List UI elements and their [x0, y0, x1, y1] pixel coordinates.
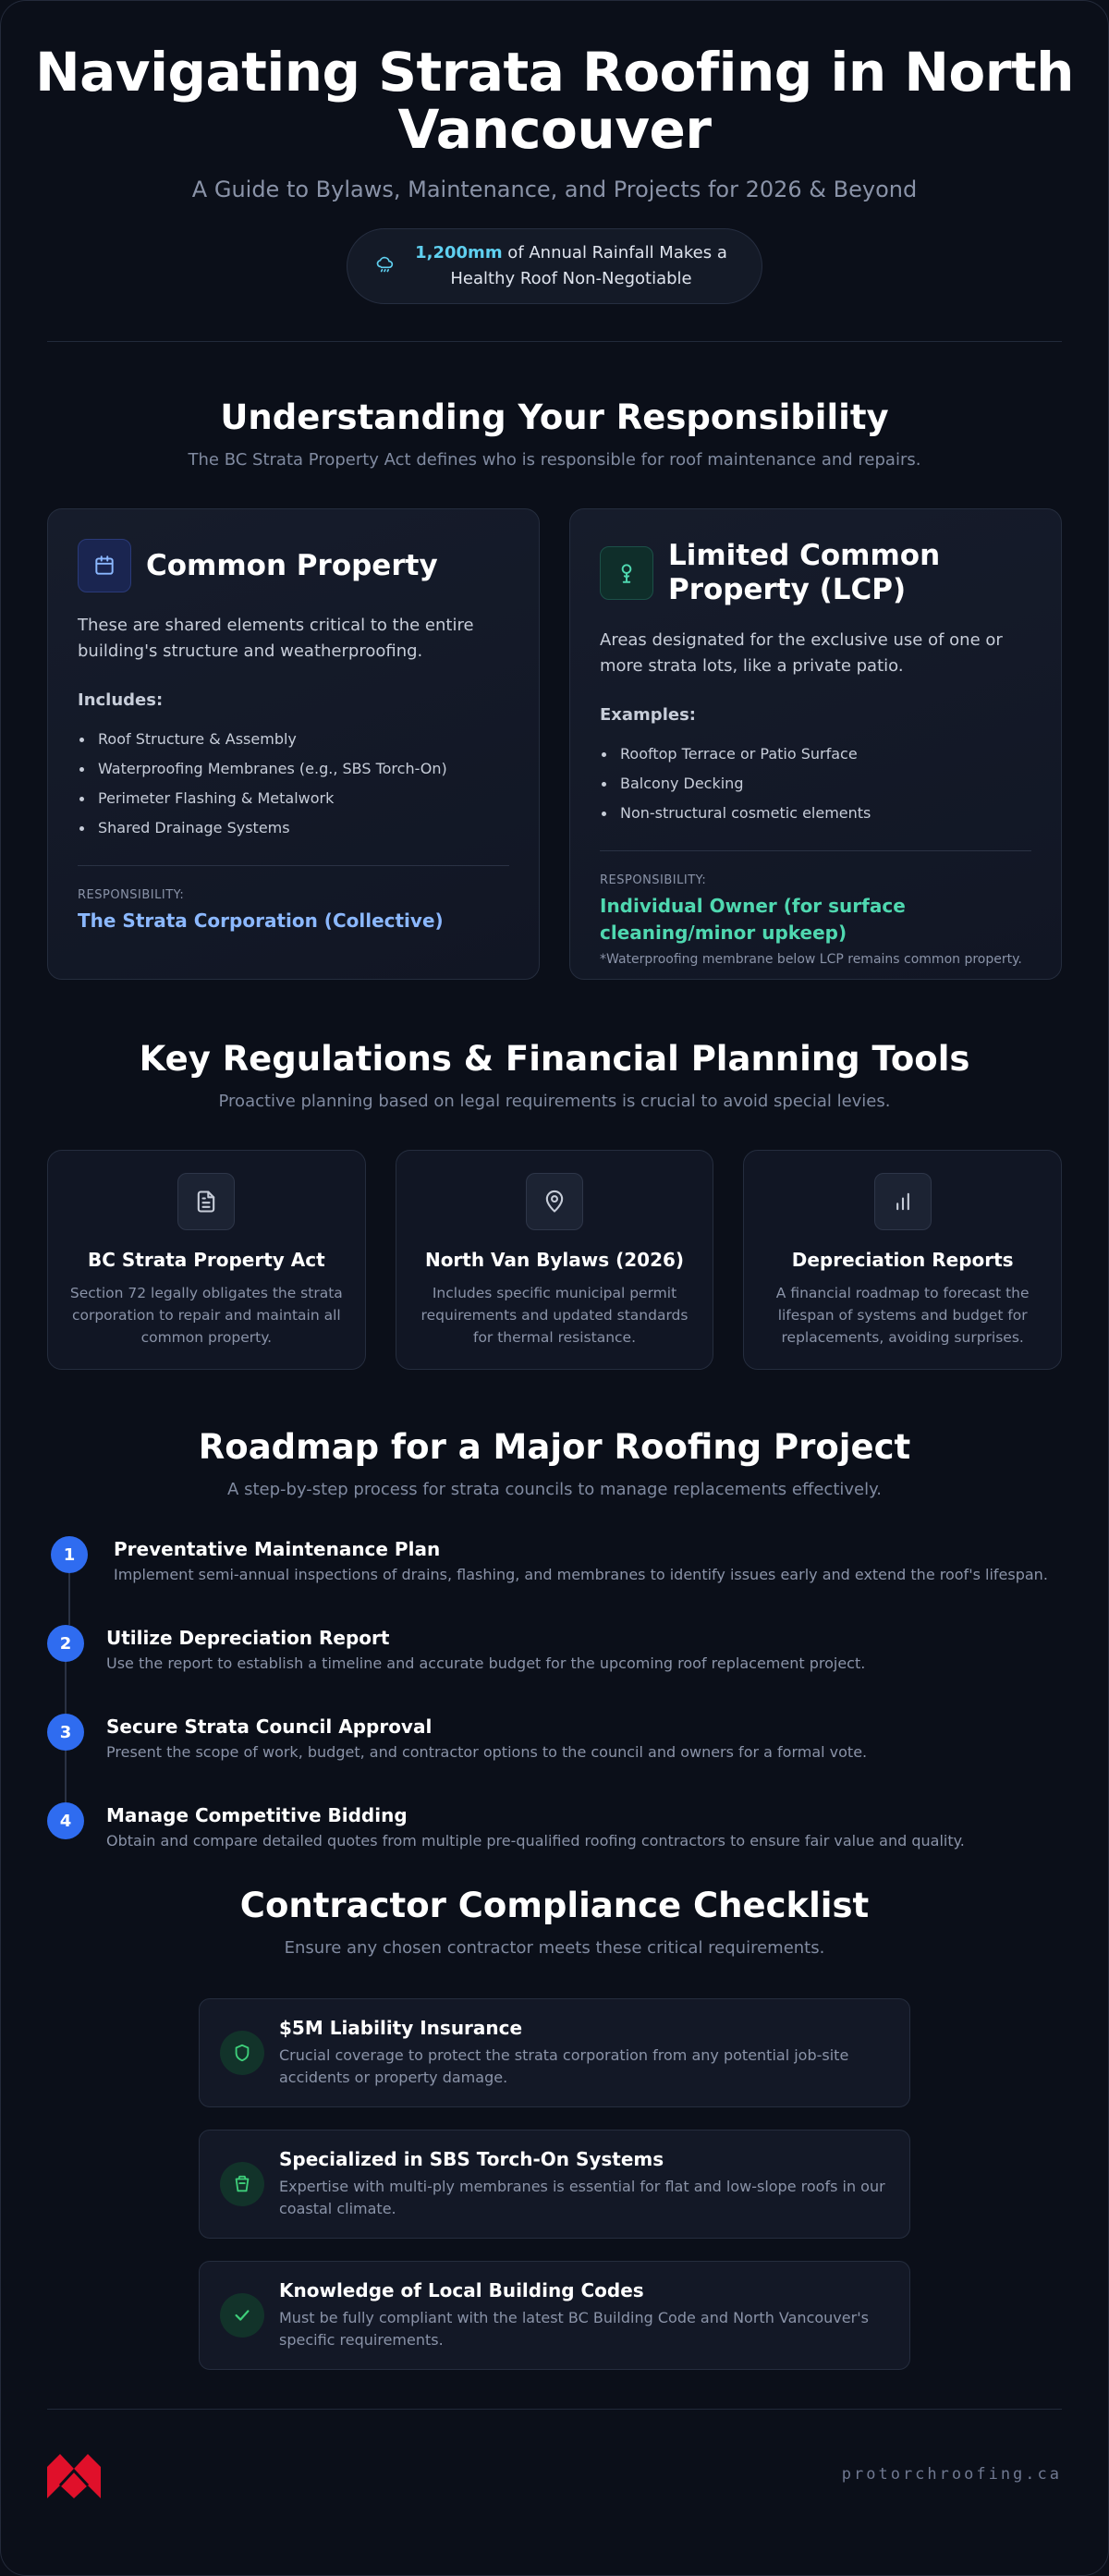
step-connector [65, 1751, 67, 1802]
footer [1, 2410, 1108, 2502]
step-description: Implement semi-annual inspections of drains, flashing, and membranes to identify issues early and extend the roof's lifespan. [114, 1566, 1048, 1583]
checklist-item-description: Expertise with multi-ply membranes is essential for flat and low-slope roofs in our coastal climate. [279, 2178, 885, 2217]
responsibility-label: RESPONSIBILITY: [600, 873, 707, 887]
step-description: Use the report to establish a timeline and accurate budget for the upcoming roof replacement project. [106, 1654, 866, 1672]
step-number: 4 [47, 1802, 84, 1839]
document-icon [177, 1173, 235, 1230]
step-title: Utilize Depreciation Report [106, 1627, 390, 1649]
page-title: Navigating Strata Roofing in North Vancouver [35, 41, 1074, 161]
card-list [78, 725, 509, 843]
card-title: Limited Common Property (LCP) [668, 539, 941, 606]
regulations-title: Key Regulations & Financial Planning Tools [139, 1039, 970, 1079]
rainfall-stat-text [408, 240, 734, 292]
check-icon [220, 2293, 264, 2338]
card-description: Areas designated for the exclusive use of one or more strata lots, like a private patio. [600, 630, 1003, 676]
checklist-item-title: $5M Liability Insurance [279, 2017, 523, 2039]
rainfall-stat-pill [347, 228, 762, 304]
cloud-rain-icon [375, 255, 394, 277]
list-item: Non-structural cosmetic elements [600, 799, 1031, 828]
card-title: Depreciation Reports [791, 1249, 1014, 1271]
step-description: Present the scope of work, budget, and contractor options to the council and owners for a formal vote. [106, 1743, 868, 1761]
roadmap-steps [47, 1536, 1062, 1891]
page-subtitle: A Guide to Bylaws, Maintenance, and Projects for 2026 & Beyond [191, 177, 918, 202]
responsibility-value: The Strata Corporation (Collective) [78, 910, 444, 932]
list-item: Balcony Decking [600, 769, 1031, 799]
list-item: Perimeter Flashing & Metalwork [78, 784, 509, 813]
rainfall-stat-highlight: 1,200mm [415, 243, 503, 262]
checklist-subtitle: Ensure any chosen contractor meets these critical requirements. [284, 1938, 825, 1958]
card-title: Common Property [146, 548, 438, 582]
step-connector [68, 1573, 70, 1625]
tree-icon [600, 546, 653, 600]
bar-chart-icon [874, 1173, 932, 1230]
card-description: A financial roadmap to forecast the lifespan of systems and budget for replacements, avoiding surprises. [775, 1285, 1030, 1346]
depreciation-card [743, 1150, 1062, 1370]
step-number: 1 [51, 1536, 88, 1573]
step-description: Obtain and compare detailed quotes from multiple pre-qualified roofing contractors to ensure fair value and quality. [106, 1832, 965, 1850]
roadmap-step [47, 1625, 1062, 1714]
card-divider [600, 850, 1031, 851]
lcp-footnote: *Waterproofing membrane below LCP remains common property. [600, 952, 1022, 967]
responsibility-label: RESPONSIBILITY: [78, 888, 185, 902]
strata-act-card [47, 1150, 366, 1370]
step-number: 2 [47, 1625, 84, 1662]
hero-divider [47, 341, 1062, 342]
roadmap-step [47, 1536, 1062, 1625]
bucket-icon [220, 2162, 264, 2206]
card-description: These are shared elements critical to the entire building's structure and weatherproofing. [78, 616, 474, 661]
responsibility-section [1, 397, 1108, 980]
step-connector [65, 1662, 67, 1714]
map-pin-icon [526, 1173, 583, 1230]
checklist-item [199, 2261, 910, 2370]
step-title: Preventative Maintenance Plan [114, 1538, 441, 1560]
bylaws-card [396, 1150, 714, 1370]
checklist-section [1, 1886, 1108, 2370]
shield-icon [220, 2031, 264, 2075]
brand-logo-icon [47, 2447, 101, 2502]
checklist-item-title: Specialized in SBS Torch-On Systems [279, 2148, 664, 2170]
card-list [600, 739, 1031, 828]
roadmap-step [47, 1714, 1062, 1802]
responsibility-subtitle: The BC Strata Property Act defines who is responsible for roof maintenance and repairs. [188, 450, 921, 470]
card-title: BC Strata Property Act [87, 1249, 325, 1271]
common-property-card [47, 508, 540, 980]
checklist-items [199, 1998, 910, 2370]
card-description: Includes specific municipal permit requirements and updated standards for thermal resistance. [420, 1285, 689, 1346]
responsibility-title: Understanding Your Responsibility [220, 397, 889, 437]
regulations-subtitle: Proactive planning based on legal requirements is crucial to avoid special levies. [218, 1092, 891, 1111]
checklist-title: Contractor Compliance Checklist [239, 1886, 870, 1925]
hero-section [1, 1, 1108, 304]
calendar-icon [78, 539, 131, 592]
checklist-item-description: Must be fully compliant with the latest BC Building Code and North Vancouver's specific requirements. [279, 2309, 869, 2349]
roadmap-subtitle: A step-by-step process for strata councils to manage replacements effectively. [227, 1480, 882, 1499]
card-description: Section 72 legally obligates the strata corporation to repair and maintain all common property. [69, 1285, 343, 1346]
checklist-item [199, 2130, 910, 2239]
footer-url[interactable]: protorchroofing.ca [841, 2465, 1062, 2484]
rainfall-stat-rest: of Annual Rainfall Makes a Healthy Roof Non-Negotiable [450, 243, 727, 288]
list-item: Shared Drainage Systems [78, 813, 509, 843]
step-title: Manage Competitive Bidding [106, 1804, 408, 1826]
list-item: Roof Structure & Assembly [78, 725, 509, 754]
checklist-item-title: Knowledge of Local Building Codes [279, 2279, 644, 2301]
roadmap-section [1, 1427, 1108, 1891]
roadmap-title: Roadmap for a Major Roofing Project [198, 1427, 911, 1467]
card-divider [78, 865, 509, 866]
responsibility-value: Individual Owner (for surface cleaning/minor upkeep) [600, 895, 906, 944]
lcp-card [569, 508, 1062, 980]
list-item: Rooftop Terrace or Patio Surface [600, 739, 1031, 769]
regulations-section [1, 1039, 1108, 1370]
step-number: 3 [47, 1714, 84, 1751]
card-list-label: Examples: [600, 705, 696, 725]
list-item: Waterproofing Membranes (e.g., SBS Torch-On) [78, 754, 509, 784]
roadmap-step [47, 1802, 1062, 1891]
checklist-item-description: Crucial coverage to protect the strata corporation from any potential job-site accidents or property damage. [279, 2046, 849, 2086]
card-list-label: Includes: [78, 690, 164, 710]
checklist-item [199, 1998, 910, 2107]
step-title: Secure Strata Council Approval [106, 1715, 433, 1738]
card-title: North Van Bylaws (2026) [424, 1249, 685, 1271]
